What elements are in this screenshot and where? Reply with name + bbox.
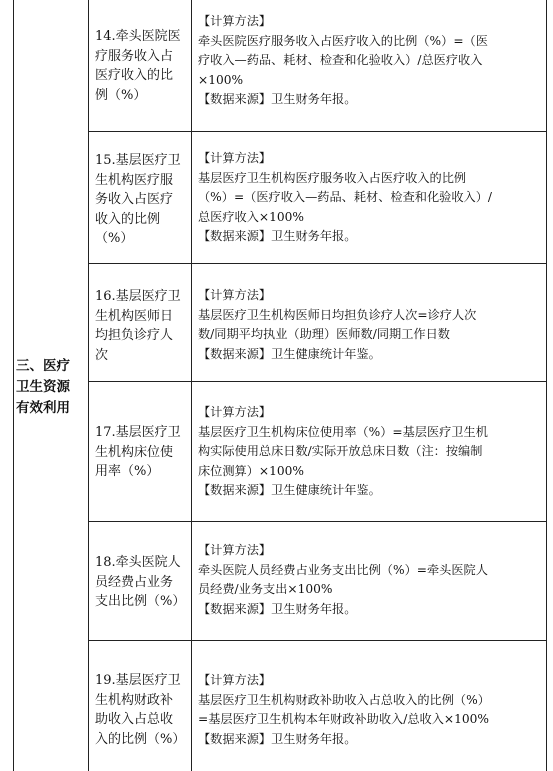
desc-line: 【计算方法】 bbox=[198, 288, 272, 302]
desc-line: 【数据来源】卫生财务年报。 bbox=[198, 229, 357, 243]
category-line: 三、医疗 bbox=[16, 358, 70, 374]
desc-line: 【计算方法】 bbox=[198, 14, 272, 28]
category-line: 卫生资源 bbox=[16, 379, 70, 395]
name-line: 17.基层医疗卫 bbox=[95, 425, 181, 440]
row-divider bbox=[88, 640, 547, 641]
name-line: 入的比例（%） bbox=[95, 731, 186, 747]
indicator-name-16 bbox=[95, 287, 185, 365]
name-line: 助收入占总收 bbox=[95, 712, 174, 727]
desc-line: 【数据来源】卫生健康统计年鉴。 bbox=[198, 346, 381, 361]
indicator-description-18 bbox=[198, 541, 544, 619]
desc-line: ×100% bbox=[198, 72, 244, 87]
category-label bbox=[16, 356, 86, 419]
desc-line: 基层医疗卫生机构医疗服务收入占医疗收入的比例 bbox=[198, 170, 467, 185]
desc-line: 【计算方法】 bbox=[198, 673, 272, 687]
indicator-name-19 bbox=[95, 671, 185, 749]
column-divider-2 bbox=[191, 0, 192, 771]
indicator-name-17 bbox=[95, 423, 185, 482]
table-border-right bbox=[546, 0, 547, 771]
desc-line: 【数据来源】卫生财务年报。 bbox=[198, 92, 357, 106]
table-border-left bbox=[13, 0, 14, 771]
name-line: 均担负诊疗人 bbox=[95, 328, 174, 343]
desc-line: 【计算方法】 bbox=[198, 543, 272, 557]
name-line: 收入的比例 bbox=[95, 211, 161, 227]
row-divider bbox=[88, 521, 547, 522]
desc-line: 牵头医院人员经费占业务支出比例（%）=牵头医院人 bbox=[198, 562, 488, 577]
indicator-description-17 bbox=[198, 403, 544, 501]
column-divider-1 bbox=[88, 0, 89, 771]
desc-line: 员经费/业务支出×100% bbox=[198, 582, 333, 596]
indicator-description-14 bbox=[198, 12, 544, 110]
desc-line: 总医疗收入×100% bbox=[198, 209, 304, 224]
indicator-name-18 bbox=[95, 553, 185, 612]
category-line: 有效利用 bbox=[16, 400, 70, 416]
desc-line: 【计算方法】 bbox=[198, 405, 272, 419]
desc-line: 【数据来源】卫生健康统计年鉴。 bbox=[198, 483, 381, 497]
name-line: 例（%） bbox=[95, 87, 147, 103]
desc-line: 数/同期平均执业（助理）医师数/同期工作日数 bbox=[198, 327, 450, 341]
name-line: 疗服务收入占 bbox=[95, 48, 174, 64]
desc-line: 基层医疗卫生机构医师日均担负诊疗人次=诊疗人次 bbox=[198, 307, 477, 322]
desc-line: 【计算方法】 bbox=[198, 151, 272, 165]
desc-line: 牵头医院医疗服务收入占医疗收入的比例（%）=（医 bbox=[198, 33, 488, 48]
indicator-name-14 bbox=[95, 27, 185, 105]
name-line: 生机构医疗服 bbox=[95, 172, 174, 188]
name-line: 支出比例（%） bbox=[95, 594, 186, 609]
name-line: 18.牵头医院人 bbox=[95, 555, 181, 570]
name-line: 16.基层医疗卫 bbox=[95, 289, 181, 304]
row-divider bbox=[88, 131, 547, 132]
row-divider bbox=[88, 263, 547, 264]
name-line: （%） bbox=[95, 231, 134, 246]
indicator-description-19 bbox=[198, 671, 544, 749]
desc-line: =基层医疗卫生机构本年财政补助收入/总收入×100% bbox=[198, 712, 489, 726]
row-divider bbox=[88, 381, 547, 382]
desc-line: 构实际使用总床日数/实际开放总床日数（注：按编制 bbox=[198, 444, 483, 458]
desc-line: 床位测算）×100% bbox=[198, 463, 304, 478]
name-line: 用率（%） bbox=[95, 464, 160, 479]
indicator-description-15 bbox=[198, 149, 544, 247]
name-line: 15.基层医疗卫 bbox=[95, 153, 181, 168]
indicator-name-15 bbox=[95, 151, 185, 249]
desc-line: 基层医疗卫生机构床位使用率（%）=基层医疗卫生机 bbox=[198, 424, 488, 439]
name-line: 生机构医师日 bbox=[95, 308, 174, 324]
name-line: 员经费占业务 bbox=[95, 574, 174, 590]
desc-line: （%）=（医疗收入—药品、耗材、检查和化验收入）/ bbox=[198, 190, 493, 204]
desc-line: 【数据来源】卫生财务年报。 bbox=[198, 601, 357, 616]
desc-line: 基层医疗卫生机构财政补助收入占总收入的比例（%） bbox=[198, 692, 490, 707]
name-line: 务收入占医疗 bbox=[95, 192, 174, 207]
name-line: 生机构财政补 bbox=[95, 692, 174, 708]
name-line: 14.牵头医院医 bbox=[95, 29, 181, 44]
name-line: 19.基层医疗卫 bbox=[95, 673, 181, 688]
name-line: 医疗收入的比 bbox=[95, 68, 174, 83]
indicator-description-16 bbox=[198, 286, 544, 364]
name-line: 次 bbox=[95, 347, 109, 363]
desc-line: 疗收入—药品、耗材、检查和化验收入）/总医疗收入 bbox=[198, 53, 483, 67]
desc-line: 【数据来源】卫生财务年报。 bbox=[198, 731, 357, 746]
name-line: 生机构床位使 bbox=[95, 444, 174, 460]
